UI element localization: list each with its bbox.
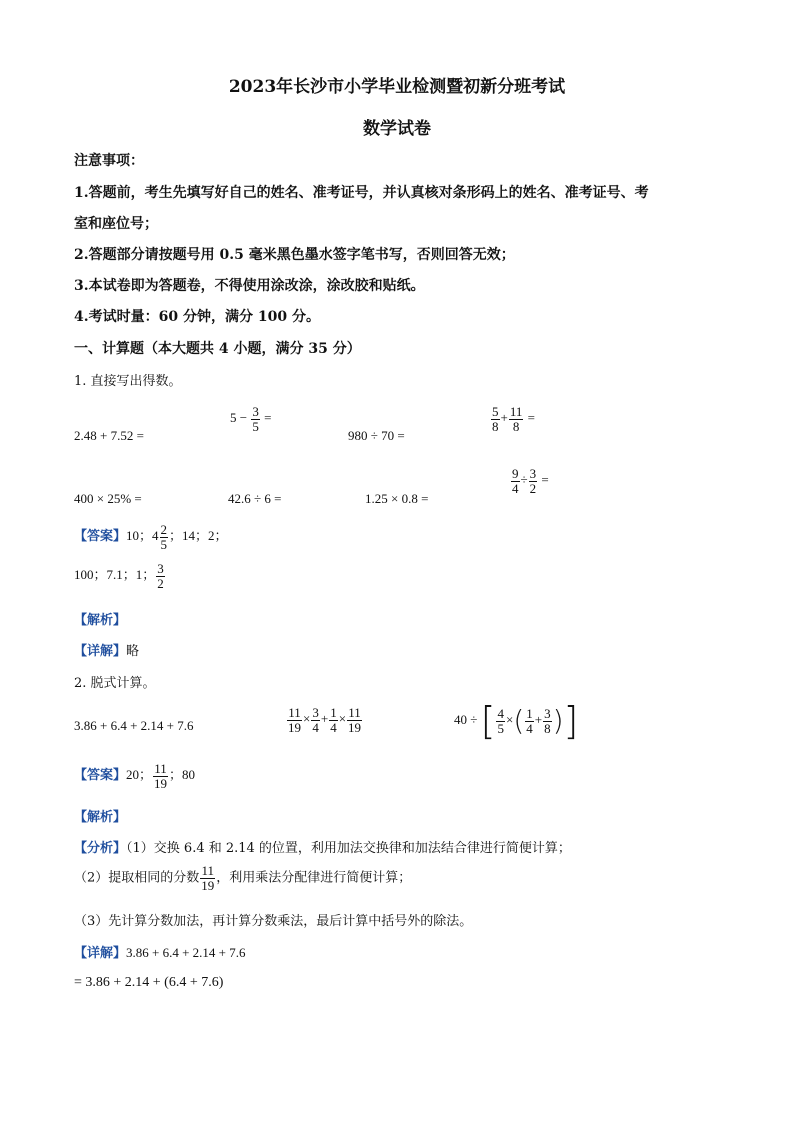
q1-expr-5: 400 × 25% = — [74, 491, 142, 506]
page-title: 2023年长沙市小学毕业检测暨初新分班考试 — [228, 77, 566, 97]
note-item-1-line-2: 室和座位号； — [74, 216, 158, 232]
q2-expr-1: 3.86 + 6.4 + 2.14 + 7.6 — [74, 718, 194, 733]
note-item-2: 2.答题部分请按题号用 0.5 毫米黑色墨水签字笔书写，否则回答无效； — [74, 247, 515, 263]
q2-detail: 【详解】3.86 + 6.4 + 2.14 + 7.6 — [74, 945, 246, 960]
q1-expr-4: $\frac{5}{8}$ + $\frac{11}{8}$ = — [492, 404, 535, 434]
q2-step-1: = 3.86 + 2.14 + (6.4 + 7.6) — [74, 975, 224, 990]
section-heading: 一、计算题（本大题共 4 小题，满分 35 分） — [74, 341, 361, 357]
q2-expr-3: 40 ÷ [ $\frac{4}{5}$ ×( $\frac{1}{4}$ + $\frac{3}{8}$ )] — [454, 699, 579, 743]
q1-answer-line-1: 【答案】10；4 $\frac{2}{5}$ ；14；2； — [74, 522, 228, 552]
question-2-prompt: 2. 脱式计算。 — [74, 676, 156, 691]
q2-expr-2: $\frac{11}{19}$ × $\frac{3}{4}$ + $\frac{1}{4}$ × $\frac{11}{19}$ — [288, 705, 362, 735]
question-1-prompt: 1. 直接写出得数。 — [74, 374, 182, 389]
q1-expr-8: $\frac{9}{4}$ ÷ $\frac{3}{2}$ = — [512, 466, 549, 496]
q2-answer: 【答案】20； $\frac{11}{19}$ ；80 — [74, 761, 196, 791]
q1-expr-6: 42.6 ÷ 6 = — [228, 491, 282, 506]
q2-analysis-tag: 【解析】 — [74, 810, 127, 825]
note-item-3: 3.本试卷即为答题卷，不得使用涂改涂，涂改胶和贴纸。 — [74, 278, 425, 294]
q1-detail: 【详解】略 — [74, 644, 140, 659]
q1-expr-1: 2.48 + 7.52 = — [74, 428, 144, 443]
q2-fenxi-1: 【分析】（1）交换 6.4 和 2.14 的位置，利用加法交换律和加法结合律进行简便计算； — [74, 841, 571, 856]
q1-expr-3: 980 ÷ 70 = — [348, 428, 405, 443]
page-subtitle: 数学试卷 — [363, 119, 431, 139]
q1-analysis-tag: 【解析】 — [74, 613, 127, 628]
q1-expr-2: 5 − $\frac{3}{5}$ = — [230, 404, 272, 434]
q2-fenxi-3: （3）先计算分数加法，再计算分数乘法，最后计算中括号外的除法。 — [74, 914, 473, 929]
q1-answer-line-2: 100；7.1；1； $\frac{3}{2}$ — [74, 561, 164, 591]
note-item-1-line-1: 1.答题前，考生先填写好自己的姓名、准考证号，并认真核对条形码上的姓名、准考证号、考 — [74, 185, 649, 201]
q2-fenxi-2: （2）提取相同的分数 $\frac{11}{19}$ ，利用乘法分配律进行简便计算； — [74, 863, 412, 893]
note-item-4: 4.考试时量：60 分钟，满分 100 分。 — [74, 309, 320, 325]
notes-heading: 注意事项： — [74, 153, 144, 169]
q1-expr-7: 1.25 × 0.8 = — [365, 491, 429, 506]
